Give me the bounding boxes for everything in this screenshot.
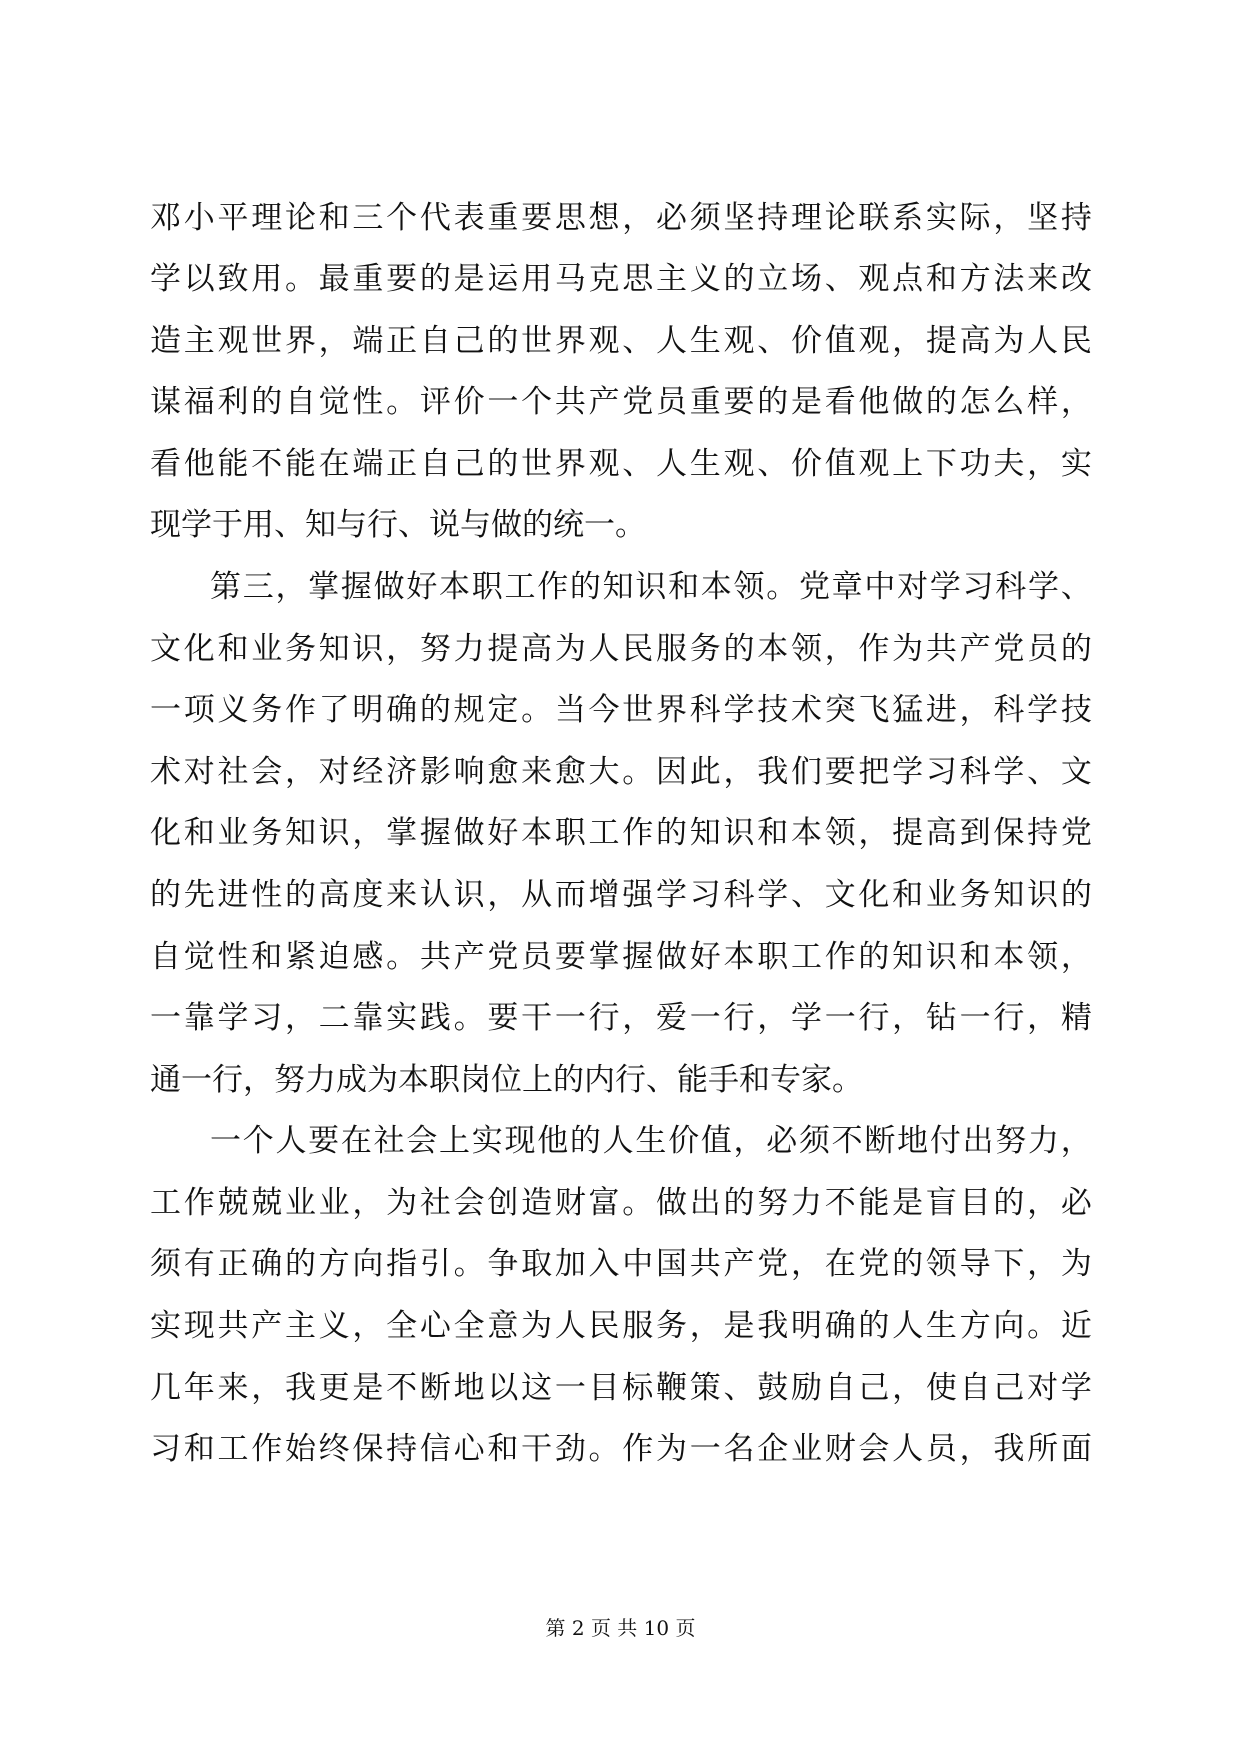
text-line: 实 现 共 产 主 义 ， 全 心 全 意 为 人 民 服 务 ， 是 我 明 确 的 人 生 方 向 。 近 bbox=[150, 1308, 1092, 1344]
text-line: 看 他 能 不 能 在 端 正 自 己 的 世 界 观 、 人 生 观 、 价 值 观 上 下 功 夫 ， 实 bbox=[150, 446, 1092, 482]
text-line: 的 先 进 性 的 高 度 来 认 识 ， 从 而 增 强 学 习 科 学 、 文 化 和 业 务 知 识 的 bbox=[150, 877, 1092, 913]
text-line: 几 年 来 ， 我 更 是 不 断 地 以 这 一 目 标 鞭 策 、 鼓 励 自 己 ， 使 自 己 对 学 bbox=[150, 1370, 1092, 1406]
text-line: 一 个 人 要 在 社 会 上 实 现 他 的 人 生 价 值 ， 必 须 不 断 地 付 出 努 力 ， bbox=[210, 1123, 1092, 1159]
text-line: 一 项 义 务 作 了 明 确 的 规 定 。 当 今 世 界 科 学 技 术 突 飞 猛 进 ， 科 学 技 bbox=[150, 692, 1092, 728]
text-line: 造 主 观 世 界 ， 端 正 自 己 的 世 界 观 、 人 生 观 、 价 值 观 ， 提 高 为 人 民 bbox=[150, 323, 1092, 359]
text-line: 习 和 工 作 始 终 保 持 信 心 和 干 劲 。 作 为 一 名 企 业 财 会 人 员 ， 我 所 面 bbox=[150, 1431, 1092, 1467]
text-line: 自 觉 性 和 紧 迫 感 。 共 产 党 员 要 掌 握 做 好 本 职 工 作 的 知 识 和 本 领 ， bbox=[150, 939, 1092, 975]
text-line: 文 化 和 业 务 知 识 ， 努 力 提 高 为 人 民 服 务 的 本 领 ， 作 为 共 产 党 员 的 bbox=[150, 631, 1092, 667]
text-line: 通一行，努力成为本职岗位上的内行、能手和专家。 bbox=[150, 1062, 863, 1098]
text-line: 一 靠 学 习 ， 二 靠 实 践 。 要 干 一 行 ， 爱 一 行 ， 学 一 行 ， 钻 一 行 ， 精 bbox=[150, 1000, 1092, 1036]
text-line: 谋 福 利 的 自 觉 性 。 评 价 一 个 共 产 党 员 重 要 的 是 看 他 做 的 怎 么 样 ， bbox=[150, 384, 1092, 420]
text-line: 现学于用、知与行、说与做的统一。 bbox=[150, 507, 646, 543]
text-line: 术 对 社 会 ， 对 经 济 影 响 愈 来 愈 大 。 因 此 ， 我 们 要 把 学 习 科 学 、 文 bbox=[150, 754, 1092, 790]
text-line: 化 和 业 务 知 识 ， 掌 握 做 好 本 职 工 作 的 知 识 和 本 领 ， 提 高 到 保 持 党 bbox=[150, 815, 1092, 851]
text-line: 邓 小 平 理 论 和 三 个 代 表 重 要 思 想 ， 必 须 坚 持 理 论 联 系 实 际 ， 坚 持 bbox=[150, 200, 1092, 236]
text-line: 工 作 兢 兢 业 业 ， 为 社 会 创 造 财 富 。 做 出 的 努 力 不 能 是 盲 目 的 ， 必 bbox=[150, 1185, 1092, 1221]
text-line: 须 有 正 确 的 方 向 指 引 。 争 取 加 入 中 国 共 产 党 ， 在 党 的 领 导 下 ， 为 bbox=[150, 1246, 1092, 1282]
page-footer: 第 2 页 共 10 页 bbox=[545, 1616, 696, 1640]
text-line: 第 三 ， 掌 握 做 好 本 职 工 作 的 知 识 和 本 领 。 党 章 中 对 学 习 科 学 、 bbox=[210, 569, 1092, 605]
text-line: 学 以 致 用 。 最 重 要 的 是 运 用 马 克 思 主 义 的 立 场 、 观 点 和 方 法 来 改 bbox=[150, 261, 1092, 297]
